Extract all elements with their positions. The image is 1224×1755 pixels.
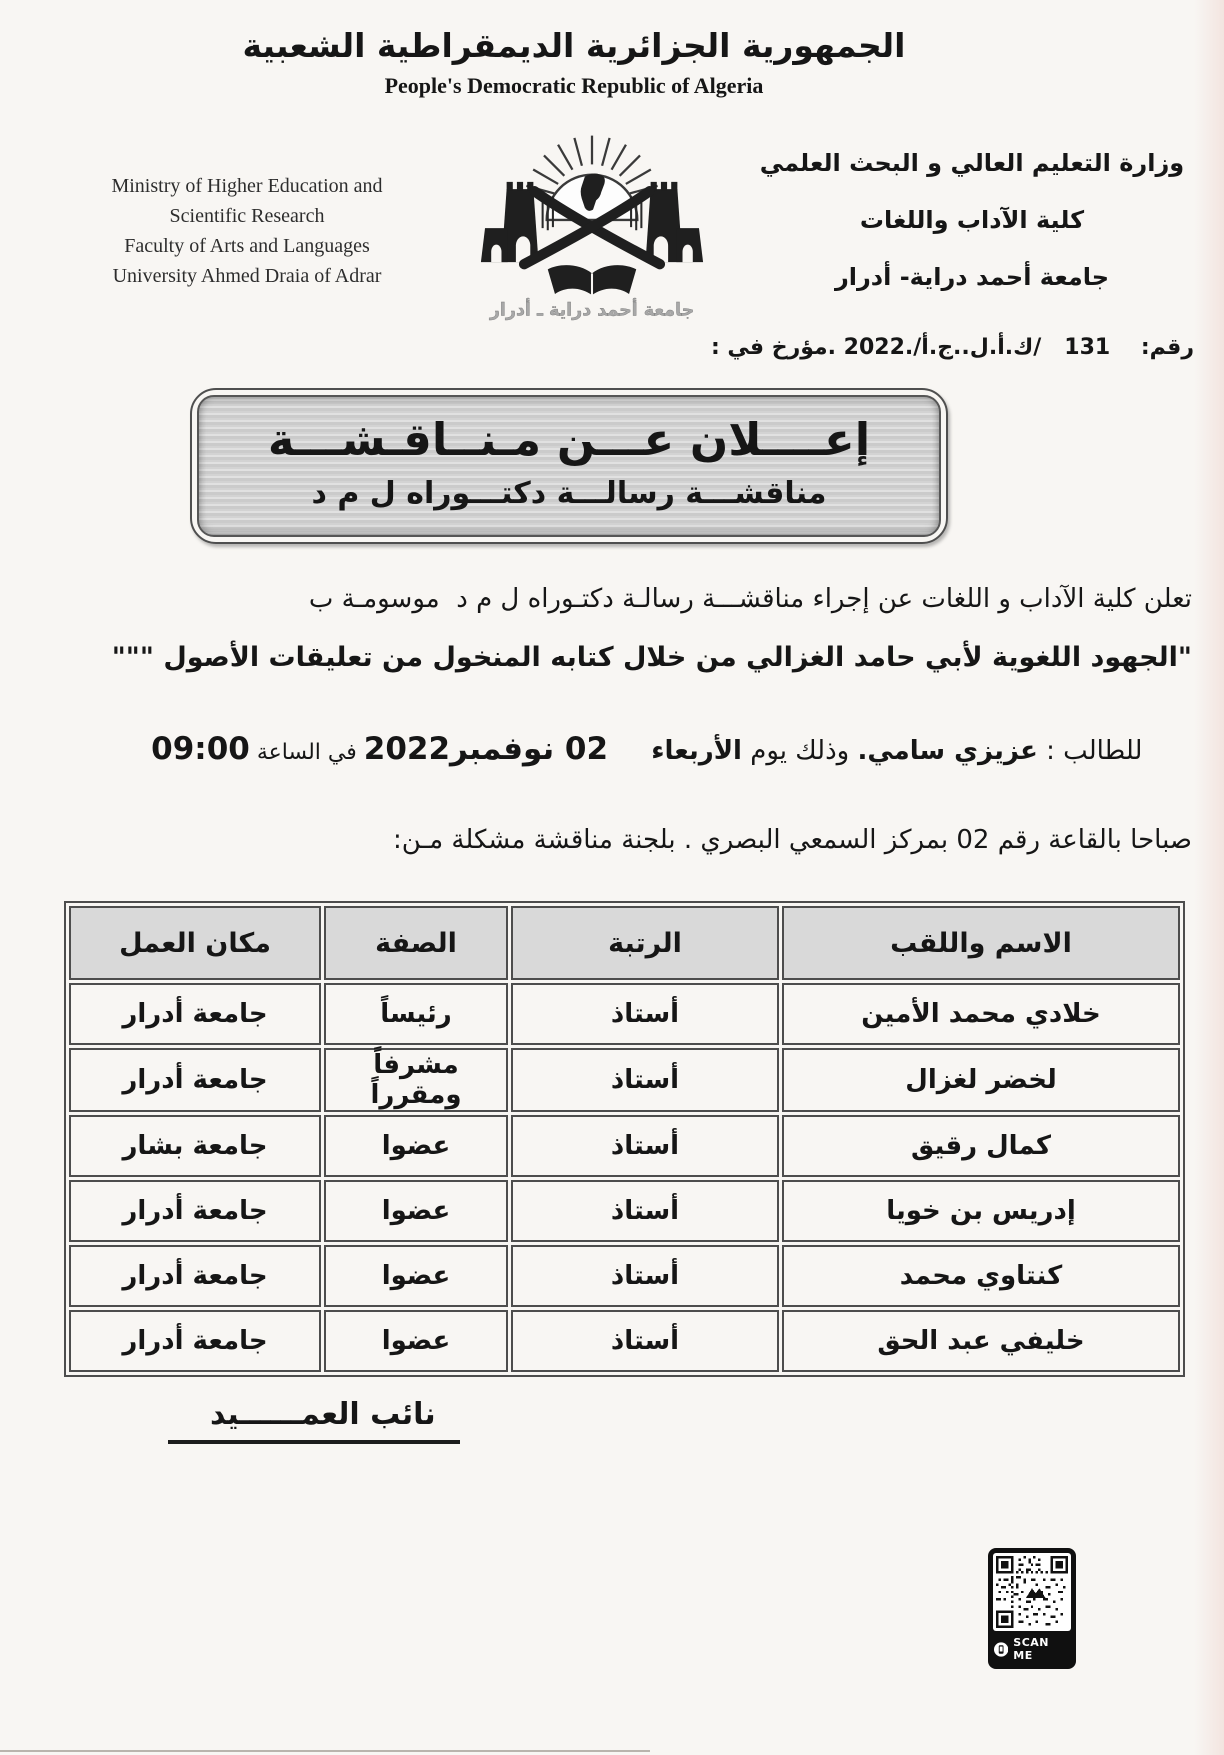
- vice-dean-signature: نائب العمــــــيد: [168, 1397, 460, 1444]
- table-row: [69, 983, 1180, 1045]
- member-role: عضوا: [324, 1245, 508, 1307]
- qr-code-block: [988, 1548, 1076, 1669]
- defense-day: الأربعاء: [651, 736, 742, 766]
- member-rank: أستاذ: [511, 1180, 779, 1242]
- location-line: صباحا بالقاعة رقم 02 بمركز السمعي البصري . بلجنة مناقشة مشكلة مـن:: [393, 825, 1192, 855]
- thesis-title: "الجهود اللغوية لأبي حامد الغزالي من خلال كتابه المنخول من تعليقات الأصول """: [111, 642, 1192, 673]
- defense-time: 09:00: [151, 731, 250, 767]
- letterhead: [0, 123, 1224, 325]
- member-rank: أستاذ: [511, 1048, 779, 1112]
- student-prefix: للطالب :: [1037, 736, 1143, 766]
- member-workplace: جامعة أدرار: [69, 1245, 321, 1307]
- defense-date: 02 نوفمبر2022: [363, 731, 652, 767]
- phone-icon: [994, 1642, 1008, 1657]
- ministry-en-line1: Ministry of Higher Education and: [111, 175, 383, 197]
- institution-arabic: [736, 123, 1224, 306]
- member-role: عضوا: [324, 1310, 508, 1372]
- university-logo: [448, 123, 736, 325]
- qr-label: SCAN ME: [1013, 1636, 1050, 1662]
- member-name: لخضر لغزال: [782, 1048, 1180, 1112]
- signature-row: [168, 1397, 1224, 1444]
- date-connector: وذلك يوم: [741, 736, 858, 766]
- member-workplace: جامعة أدرار: [69, 1048, 321, 1112]
- ministry-ar: وزارة التعليم العالي و البحث العلمي: [759, 149, 1185, 177]
- table-row: [69, 1115, 1180, 1177]
- member-name: إدريس بن خويا: [782, 1180, 1180, 1242]
- jury-table: [64, 901, 1185, 1377]
- university-logo-icon: [448, 123, 736, 321]
- member-workplace: جامعة أدرار: [69, 1180, 321, 1242]
- qr-code: [993, 1553, 1071, 1631]
- country-name-arabic: الجمهورية الجزائرية الديمقراطية الشعبية: [242, 26, 906, 65]
- member-rank: أستاذ: [511, 1245, 779, 1307]
- scan-artifact-line: [0, 1750, 650, 1752]
- faculty-ar: كلية الآداب واللغات: [859, 206, 1085, 234]
- member-role: رئيساً: [324, 983, 508, 1045]
- reference-number: رقم: 131 /ك.أ.ل..ج.أ/.2022 .مؤرخ في :: [710, 335, 1194, 360]
- member-rank: أستاذ: [511, 1115, 779, 1177]
- member-rank: أستاذ: [511, 1310, 779, 1372]
- student-name: عزيزي سامي.: [857, 736, 1038, 766]
- member-name: كمال رقيق: [782, 1115, 1180, 1177]
- table-row: [69, 1310, 1180, 1372]
- announcement-body: [28, 584, 1192, 855]
- institution-english: [46, 123, 448, 291]
- col-header-workplace: مكان العمل: [69, 906, 321, 980]
- table-row: [69, 1180, 1180, 1242]
- member-rank: أستاذ: [511, 983, 779, 1045]
- member-workplace: جامعة بشار: [69, 1115, 321, 1177]
- col-header-rank: الرتبة: [511, 906, 779, 980]
- member-name: كنتاوي محمد: [782, 1245, 1180, 1307]
- col-header-role: الصفة: [324, 906, 508, 980]
- table-row: [69, 1048, 1180, 1112]
- qr-pattern-icon: [996, 1556, 1068, 1628]
- member-role: عضوا: [324, 1180, 508, 1242]
- jury-table-header-row: [69, 906, 1180, 980]
- country-name-english: People's Democratic Republic of Algeria: [384, 73, 764, 98]
- university-ar: جامعة أحمد دراية- أدرار: [834, 263, 1110, 291]
- announcement-box: [190, 388, 948, 544]
- table-row: [69, 1245, 1180, 1307]
- student-date-line: [28, 701, 1192, 797]
- col-header-name: الاسم واللقب: [782, 906, 1180, 980]
- member-name: خليفي عبد الحق: [782, 1310, 1180, 1372]
- faculty-en: Faculty of Arts and Languages: [124, 235, 370, 257]
- ministry-en-line2: Scientific Research: [169, 205, 325, 227]
- announcement-subtitle: مناقشـــة رسالـــة دكتـــوراه ل م د: [311, 476, 827, 511]
- time-prefix: في الساعة: [249, 740, 364, 765]
- scan-edge-tint: [1194, 0, 1224, 1755]
- logo-caption: جامعة أحمد دراية ـ أدرار: [489, 300, 695, 321]
- member-workplace: جامعة أدرار: [69, 983, 321, 1045]
- member-workplace: جامعة أدرار: [69, 1310, 321, 1372]
- member-role: عضوا: [324, 1115, 508, 1177]
- body-intro: تعلن كلية الآداب و اللغات عن إجراء مناقشـــة رسالـة دكتـوراه ل م د موسومـة ب: [308, 584, 1192, 614]
- university-en: University Ahmed Draia of Adrar: [112, 265, 382, 287]
- announcement-title: إعــــلان عـــن مـنــاقـشـــة: [267, 413, 871, 466]
- member-name: خلادي محمد الأمين: [782, 983, 1180, 1045]
- member-role: مشرفاً ومقرراً: [324, 1048, 508, 1112]
